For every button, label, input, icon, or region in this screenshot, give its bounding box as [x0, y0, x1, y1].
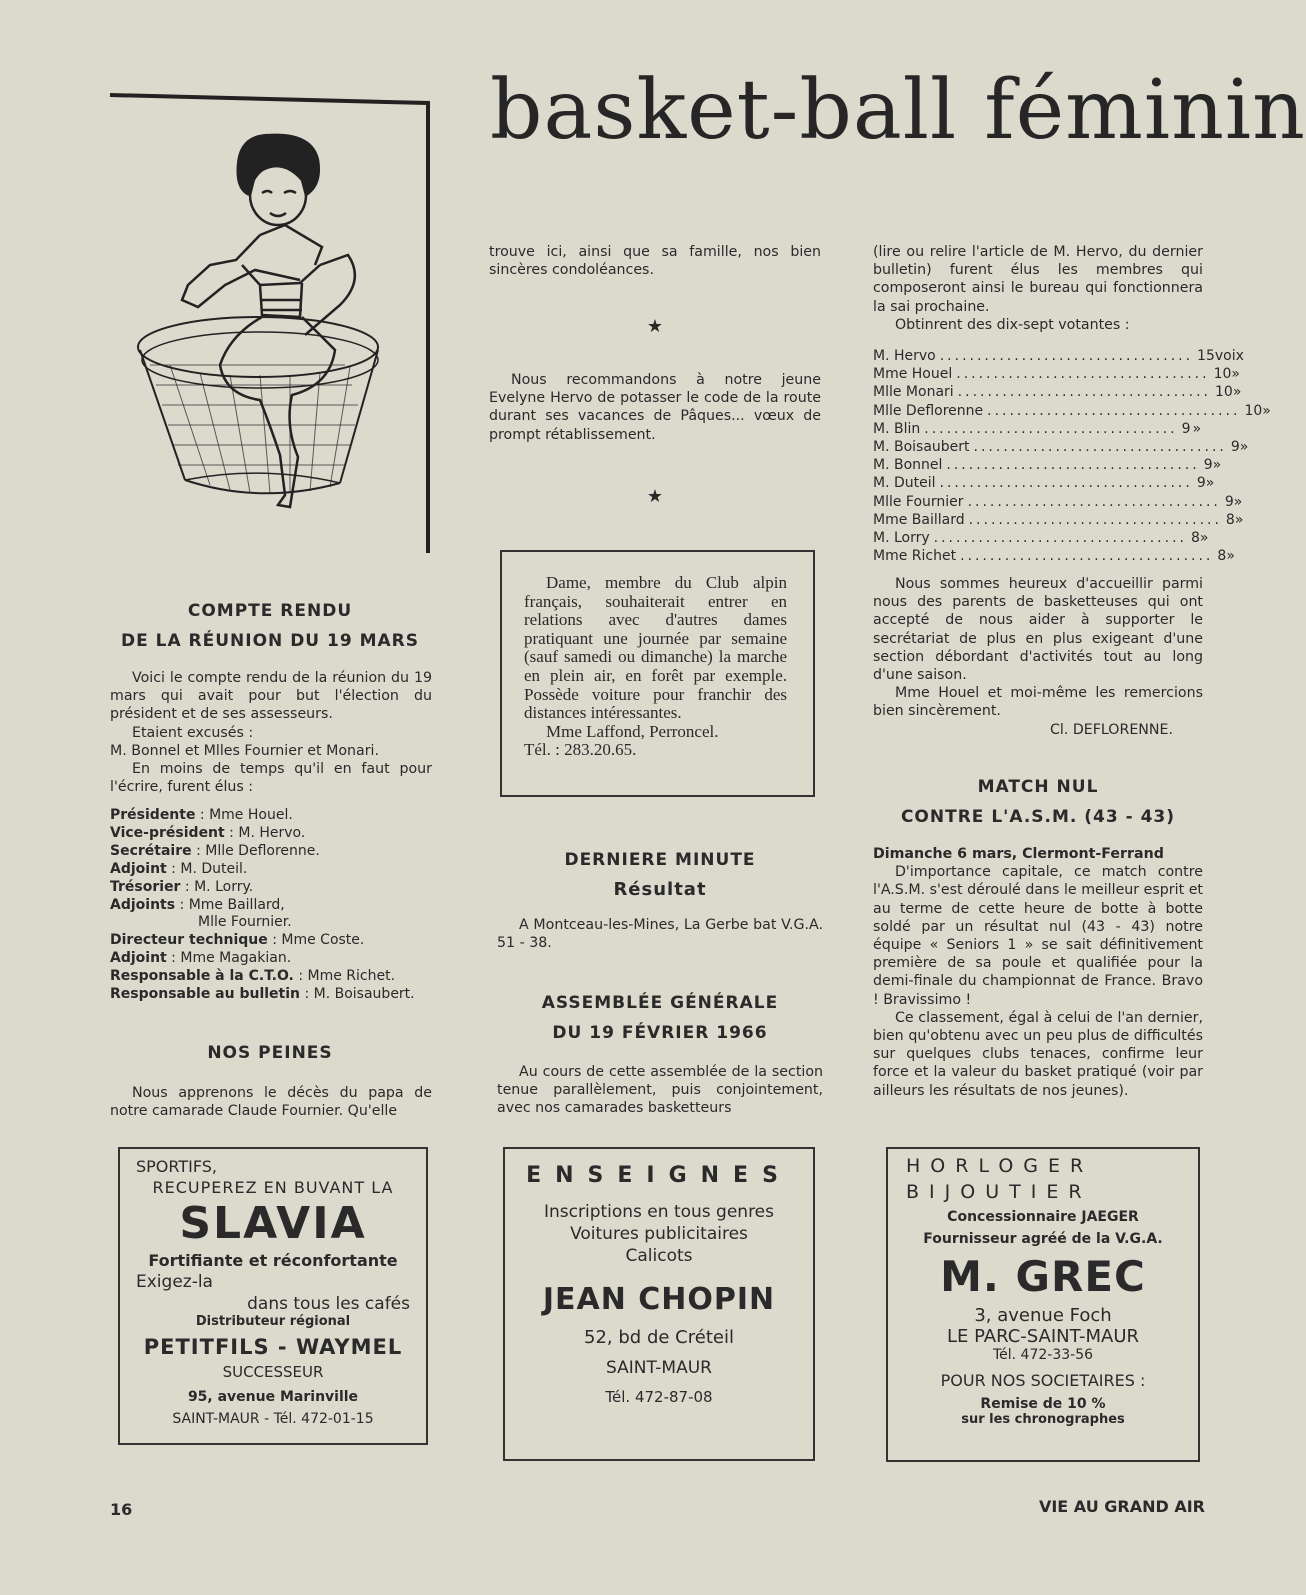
- match-heading-1: MATCH NUL: [977, 777, 1099, 797]
- role-name: M. Hervo.: [238, 824, 306, 841]
- grec-remise: Remise de 10 %: [980, 1396, 1106, 1412]
- vote-name: M. Bonnel: [873, 457, 943, 474]
- role-title: Vice-président: [110, 824, 225, 841]
- match-paragraph: D'importance capitale, ce match contre l'A.S.M. s'est déroulé dans le meilleur esprit et au terme de cette heure de botte à botte soldé par un résultat nul (43 - 43) notre équipe « Seniors 1 » se sait définitivement première de sa poule et qualifiée pour la demi-finale du championnat de France. Bravo ! Bravissimo !: [873, 864, 1203, 1008]
- page-title: basket-ball féminin: [490, 63, 1306, 158]
- role-title: Adjoint: [110, 860, 167, 877]
- enseignes-line1: Inscriptions en tous genres: [543, 1202, 774, 1222]
- grec-city: LE PARC-SAINT-MAUR: [946, 1326, 1140, 1347]
- grec-concession: Concessionnaire JAEGER: [947, 1209, 1139, 1225]
- vote-unit: »: [1234, 511, 1244, 528]
- vote-leader-dots: ..................................: [968, 511, 1222, 528]
- vote-count: 10: [1214, 384, 1233, 401]
- excuses-list: M. Bonnel et Mlles Fournier et Monari.: [110, 742, 380, 759]
- vote-unit: »: [1205, 475, 1215, 492]
- vote-leader-dots: ..................................: [939, 348, 1194, 364]
- accueil-paragraph: Nous sommes heureux d'accueillir parmi nous des parents de basketteuses qui ont accepté de nous aider à supporter le secrétariat de plus en plus exigeant d'une section débordant d'activités tout au long d'une saison.: [873, 576, 1203, 684]
- classified-name: Mme Laffond, Perroncel.: [546, 721, 719, 741]
- role-title: Responsable au bulletin: [110, 986, 301, 1003]
- slavia-line1: SPORTIFS,: [136, 1157, 218, 1176]
- grec-address: 3, avenue Foch: [974, 1305, 1112, 1326]
- vote-leader-dots: ..................................: [973, 439, 1227, 456]
- role-name: Mme Richet.: [307, 968, 396, 985]
- match-heading-2: CONTRE L'A.S.M. (43 - 43): [900, 807, 1176, 827]
- star-separator-2: ★: [646, 486, 664, 507]
- vote-row: [873, 547, 1235, 565]
- resultat-paragraph: A Montceau-les-Mines, La Gerbe bat V.G.A. 51 - 38.: [497, 917, 823, 952]
- role-title: Adjoint: [110, 950, 167, 967]
- vote-row: [873, 365, 1240, 383]
- role-row: [110, 807, 435, 825]
- vote-row: [873, 529, 1209, 547]
- vote-name: Mme Richet: [873, 548, 957, 565]
- vote-count: 9: [1181, 420, 1191, 437]
- assemblee-heading-2: DU 19 FÉVRIER 1966: [552, 1023, 768, 1043]
- vote-row: [873, 511, 1244, 529]
- role-title: Responsable à la C.T.O.: [110, 968, 294, 985]
- vote-count: 10: [1244, 402, 1263, 419]
- role-separator: :: [175, 896, 189, 913]
- signature: Cl. DEFLORENNE.: [1049, 721, 1173, 738]
- accueil-text: [873, 575, 1203, 739]
- role-separator: :: [224, 824, 239, 841]
- role-row: [110, 897, 435, 915]
- vote-count: 15: [1197, 348, 1215, 364]
- vote-name: Mme Baillard: [873, 511, 965, 528]
- recommandation-text: [489, 371, 821, 444]
- vote-unit: »: [1239, 439, 1249, 456]
- slavia-cafes: dans tous les cafés: [247, 1294, 410, 1314]
- vote-name: M. Hervo: [873, 348, 936, 364]
- nos-peines-text: [110, 1084, 432, 1120]
- slavia-exigez: Exigez-la: [136, 1272, 213, 1292]
- role-title: Adjoints: [110, 896, 176, 913]
- compte-rendu-intro: Voici le compte rendu de la réunion du 19 mars qui avait pour but l'élection du président et de ses assesseurs.: [110, 670, 432, 723]
- grec-line2: BIJOUTIER: [906, 1181, 1092, 1203]
- resultat-text: [497, 916, 823, 952]
- vote-row: [873, 493, 1243, 511]
- slavia-city-tel: SAINT-MAUR - Tél. 472-01-15: [172, 1411, 374, 1427]
- match-date: Dimanche 6 mars, Clermont-Ferrand: [873, 846, 1164, 862]
- slavia-company: PETITFILS - WAYMEL: [143, 1335, 403, 1359]
- recommandation-paragraph: Nous recommandons à notre jeune Evelyne Hervo de potasser le code de la route durant ses vacances de Pâques... vœux de prompt rétablissement.: [489, 372, 821, 443]
- assemblee-paragraph: Au cours de cette assemblée de la section tenue parallèlement, puis conjointement, avec nos camarades basketteurs: [497, 1064, 823, 1117]
- grec-ad: [886, 1147, 1200, 1462]
- classement-paragraph: Ce classement, égal à celui de l'an dernier, bien qu'obtenu avec un peu plus de difficultés sur quelques clubs tenaces, confirme leur force et la valeur du basket pratiqué (voir par ailleurs les résultats de nos jeunes).: [873, 1009, 1203, 1099]
- vote-unit: »: [1231, 366, 1240, 383]
- vote-count: 9: [1230, 439, 1240, 456]
- role-title: Directeur technique: [110, 932, 268, 949]
- classified-ad: [500, 550, 815, 797]
- role-name: Mlle Deflorenne.: [205, 842, 320, 859]
- vote-unit: »: [1192, 420, 1202, 437]
- vote-name: M. Lorry: [873, 530, 930, 547]
- role-name: Mme Houel.: [209, 807, 293, 823]
- enseignes-tel: Tél. 472-87-08: [605, 1388, 713, 1406]
- role-name: M. Duteil.: [180, 860, 248, 877]
- vote-row: [873, 347, 1244, 365]
- vote-row: [873, 402, 1271, 420]
- vote-count: 8: [1190, 530, 1200, 547]
- page-number: 16: [110, 1500, 133, 1519]
- derniere-minute-heading: DERNIERE MINUTE: [564, 850, 756, 870]
- vote-unit: »: [1212, 457, 1222, 474]
- grec-name: M. GREC: [940, 1252, 1146, 1301]
- assemblee-text: [497, 1063, 823, 1118]
- vote-leader-dots: ..................................: [956, 366, 1210, 383]
- remerciements-paragraph: Mme Houel et moi-même les remercions bien sincèrement.: [873, 685, 1203, 720]
- elus-text: En moins de temps qu'il en faut pour l'écrire, furent élus :: [110, 761, 432, 796]
- bureau-paragraph: (lire ou relire l'article de M. Hervo, du dernier bulletin) furent élus les membres qui composeront ainsi le bureau qui fonctionnera la sai prochaine.: [873, 244, 1203, 315]
- vote-count: 8: [1217, 548, 1227, 565]
- slavia-address: 95, avenue Marinville: [187, 1389, 359, 1405]
- vote-name: Mlle Monari: [873, 384, 954, 401]
- enseignes-address: 52, bd de Créteil: [584, 1327, 734, 1348]
- vote-leader-dots: ..................................: [960, 548, 1214, 565]
- role-name: Mme Magakian.: [180, 950, 292, 967]
- role-row: [110, 879, 435, 897]
- grec-fournisseur: Fournisseur agréé de la V.G.A.: [923, 1231, 1163, 1247]
- enseignes-name: JEAN CHOPIN: [542, 1282, 776, 1317]
- vote-leader-dots: ..................................: [939, 475, 1193, 492]
- enseignes-city: SAINT-MAUR: [606, 1358, 712, 1378]
- compte-rendu-heading-2: DE LA RÉUNION DU 19 MARS: [120, 631, 420, 651]
- slavia-ad: [118, 1147, 428, 1445]
- obtinrent-text: Obtinrent des dix-sept votantes :: [895, 316, 1130, 333]
- votes-list: [873, 347, 1271, 565]
- bureau-text: [873, 243, 1203, 334]
- vote-unit: »: [1233, 493, 1243, 510]
- condoleances-paragraph: trouve ici, ainsi que sa famille, nos bien sincères condoléances.: [489, 244, 821, 279]
- vote-leader-dots: ..................................: [987, 402, 1241, 419]
- slavia-successeur: SUCCESSEUR: [222, 1363, 324, 1381]
- role-separator: :: [166, 950, 181, 967]
- role-name: M. Lorry.: [194, 878, 254, 895]
- role-separator: :: [293, 968, 308, 985]
- vote-unit: »: [1226, 548, 1235, 565]
- vote-unit: »: [1199, 530, 1209, 547]
- role-row: [110, 950, 435, 968]
- role-row: [110, 986, 435, 1004]
- role-name: Mme Baillard,: [188, 896, 285, 913]
- role-separator: :: [191, 842, 206, 859]
- vote-name: M. Blin: [873, 420, 921, 437]
- vote-count: 9: [1196, 475, 1206, 492]
- roles-list: [110, 807, 435, 1004]
- grec-tel: Tél. 472-33-56: [992, 1347, 1094, 1363]
- condoleances-text: [489, 243, 821, 279]
- role-row: [110, 843, 435, 861]
- vote-leader-dots: ..................................: [924, 420, 1178, 437]
- vote-unit: »: [1262, 402, 1271, 419]
- role-row: [110, 914, 435, 932]
- enseignes-title: ENSEIGNES: [526, 1163, 792, 1188]
- role-row: [110, 968, 435, 986]
- enseignes-line2: Voitures publicitaires: [570, 1224, 748, 1244]
- slavia-line2: RECUPEREZ EN BUVANT LA: [152, 1178, 394, 1197]
- vote-name: Mlle Deflorenne: [873, 402, 984, 419]
- vote-unit: »: [1232, 384, 1242, 401]
- nos-peines-heading: NOS PEINES: [207, 1043, 333, 1063]
- role-title: Trésorier: [110, 878, 181, 895]
- vote-name: Mme Houel: [873, 366, 953, 383]
- role-separator: :: [166, 860, 181, 877]
- vote-count: 9: [1224, 493, 1234, 510]
- role-row: [110, 932, 435, 950]
- role-separator: :: [267, 932, 282, 949]
- star-separator-1: ★: [646, 316, 664, 337]
- slavia-distributeur: Distributeur régional: [195, 1314, 351, 1329]
- role-name: Mme Coste.: [281, 932, 365, 949]
- grec-line1: HORLOGER: [906, 1155, 1094, 1177]
- vote-row: [873, 456, 1222, 474]
- vote-unit: voix: [1214, 348, 1244, 364]
- enseignes-ad: [503, 1147, 815, 1461]
- vote-leader-dots: ..................................: [967, 493, 1221, 510]
- resultat-subheading: Résultat: [613, 879, 707, 900]
- role-title: Secrétaire: [110, 842, 192, 859]
- vote-name: Mlle Fournier: [873, 493, 964, 510]
- slavia-brand: SLAVIA: [179, 1198, 367, 1249]
- vote-row: [873, 420, 1203, 438]
- match-text: [873, 845, 1203, 1100]
- vote-count: 9: [1203, 457, 1213, 474]
- vote-count: 10: [1213, 366, 1232, 383]
- role-name: Mlle Fournier.: [198, 914, 292, 931]
- vote-name: M. Boisaubert: [873, 439, 970, 456]
- enseignes-line3: Calicots: [625, 1246, 693, 1266]
- vote-leader-dots: ..................................: [957, 384, 1211, 401]
- vote-name: M. Duteil: [873, 475, 936, 492]
- compte-rendu-body: [110, 669, 432, 796]
- role-separator: :: [300, 986, 314, 1003]
- classified-text: Dame, membre du Club alpin français, souhaiterait entrer en relations avec d'autres dames pratiquant une journée par semaine (sauf samedi ou dimanche) la marche en plein air, en forêt par exemple. Possède voiture pour franchir des distances intéressantes.: [524, 573, 787, 723]
- grec-chrono: sur les chronographes: [961, 1412, 1125, 1427]
- role-row: [110, 825, 435, 843]
- role-name: M. Boisaubert.: [313, 986, 415, 1003]
- role-title: Présidente: [110, 807, 196, 823]
- role-separator: :: [195, 807, 210, 823]
- classified-tel: Tél. : 283.20.65.: [524, 740, 637, 760]
- nos-peines-paragraph: Nous apprenons le décès du papa de notre camarade Claude Fournier. Qu'elle: [110, 1085, 432, 1120]
- assemblee-heading-1: ASSEMBLÉE GÉNÉRALE: [541, 993, 779, 1013]
- grec-societaires: POUR NOS SOCIETAIRES :: [940, 1371, 1146, 1390]
- vote-leader-dots: ..................................: [933, 530, 1187, 547]
- illustration-woman-basket: [110, 95, 440, 575]
- excuses-label: Etaient excusés :: [132, 724, 254, 741]
- role-row: [110, 861, 435, 879]
- vote-row: [873, 438, 1249, 456]
- vote-leader-dots: ..................................: [946, 457, 1200, 474]
- vote-row: [873, 474, 1215, 492]
- publication-name: VIE AU GRAND AIR: [1038, 1497, 1205, 1516]
- compte-rendu-heading-1: COMPTE RENDU: [187, 601, 353, 621]
- role-separator: :: [180, 878, 195, 895]
- vote-row: [873, 383, 1242, 401]
- slavia-tagline: Fortifiante et réconfortante: [148, 1251, 398, 1270]
- vote-count: 8: [1225, 511, 1235, 528]
